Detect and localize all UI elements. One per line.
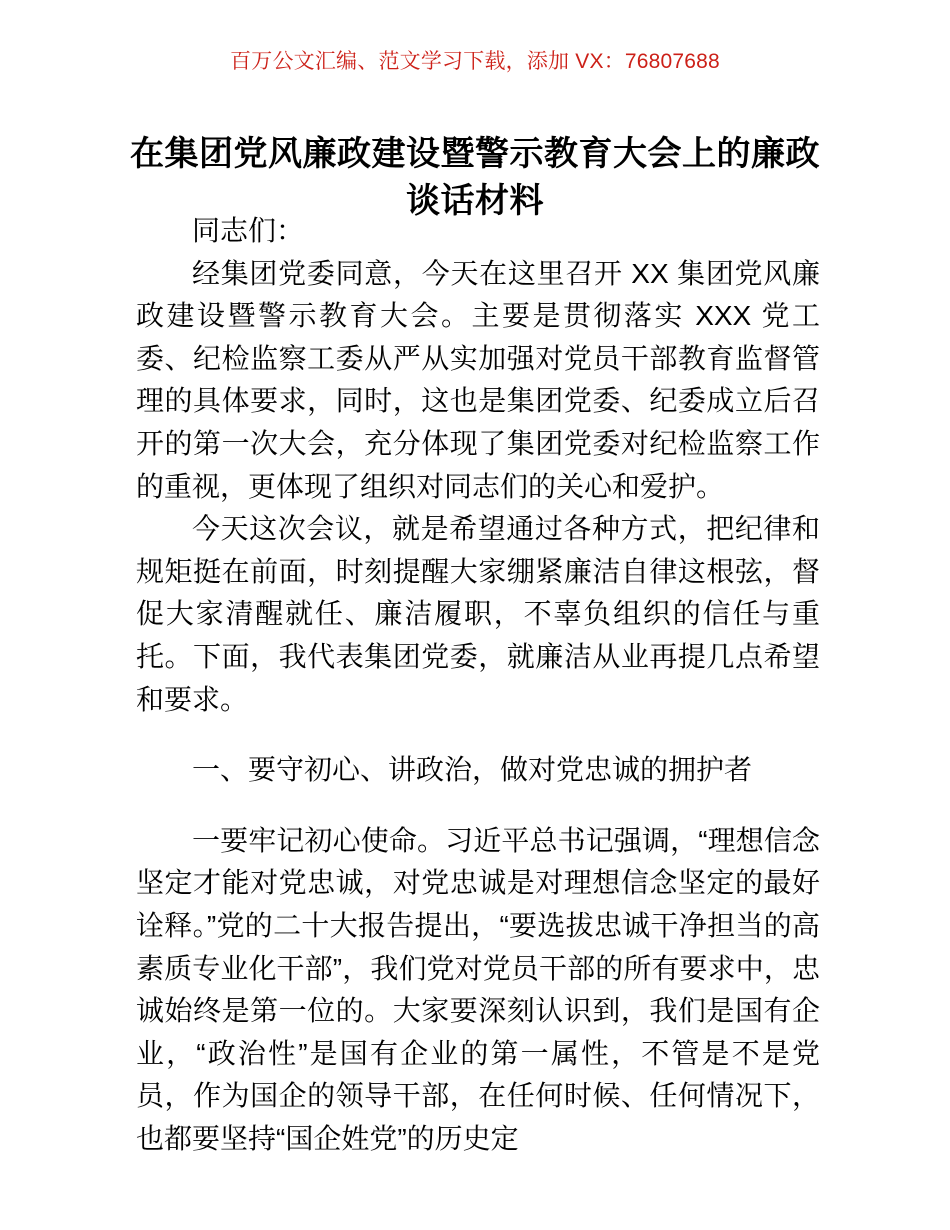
paragraph-opening: 经集团党委同意，今天在这里召开 XX 集团党风廉政建设暨警示教育大会。主要是贯彻落实 XXX 党工委、纪检监察工委从严从实加强对党员干部教育监督管理的具体要求，同时，这也是集团党委、纪委成立后召开的第一次大会，充分体现了集团党委对纪检监察工作的重视，更体现了组织对同志们的关心和爱护。 bbox=[136, 257, 820, 502]
section-heading-one: 一、要守初心、讲政治，做对党忠诚的拥护者 bbox=[192, 754, 753, 786]
paragraph-section-one-body: 一要牢记初心使命。习近平总书记强调，“理想信念坚定才能对党忠诚，对党忠诚是对理想信念坚定的最好诠释。”党的二十大报告提出，“要选拔忠诚干净担当的高素质专业化干部”，我们党对党员干部的所有要求中，忠诚始终是第一位的。大家要深刻认识到，我们是国有企业，“政治性”是国有企业的第一属性，不管是不是党员，作为国企的领导干部，在任何时候、任何情况下，也都要坚持“国企姓党”的历史定 bbox=[136, 824, 820, 1154]
page-title: 在集团党风廉政建设暨警示教育大会上的廉政谈话材料 bbox=[130, 134, 820, 220]
salutation-line: 同志们： bbox=[192, 215, 305, 246]
document-body bbox=[136, 210, 820, 1160]
promo-watermark-header: 百万公文汇编、范文学习下载，添加 VX：76807688 bbox=[230, 50, 720, 73]
paragraph-purpose: 今天这次会议，就是希望通过各种方式，把纪律和规矩挺在前面，时刻提醒大家绷紧廉洁自律这根弦，督促大家清醒就任、廉洁履职，不辜负组织的信任与重托。下面，我代表集团党委，就廉洁从业再提几点希望和要求。 bbox=[136, 513, 820, 715]
